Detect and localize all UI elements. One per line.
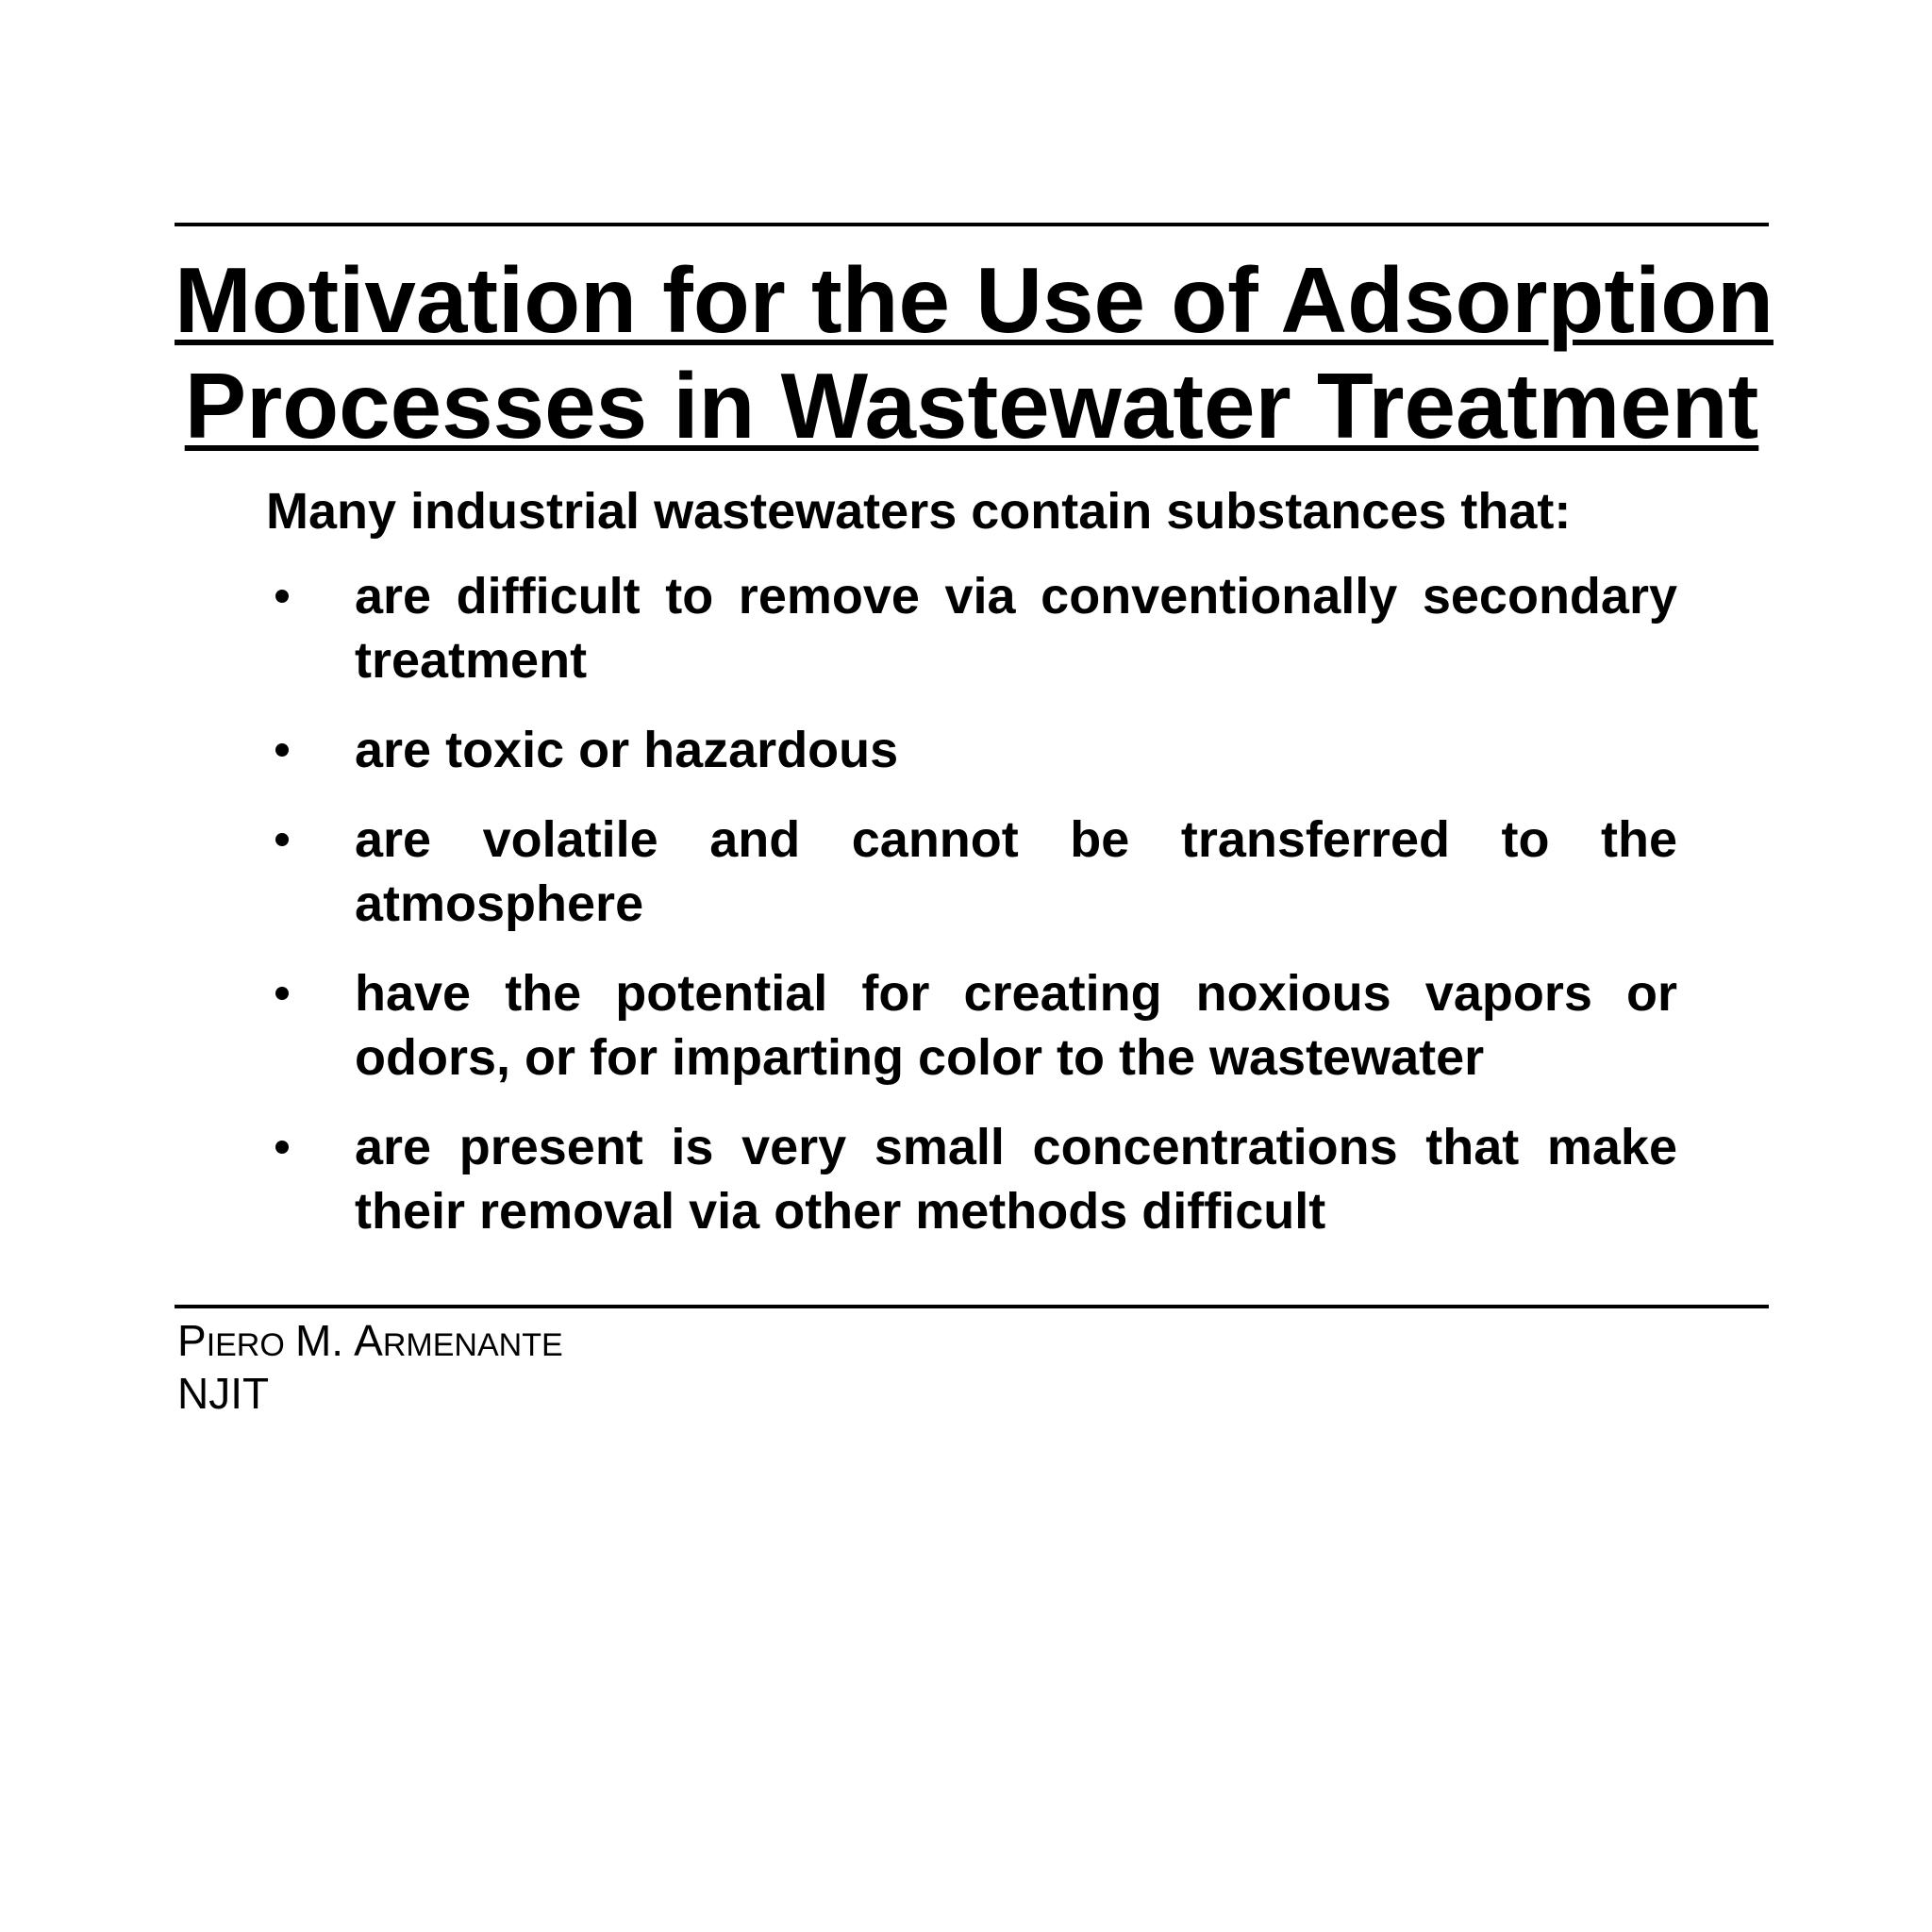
author-last-initial: A [354,1316,383,1365]
author-name [177,1317,563,1370]
list-item [266,1115,1677,1243]
institution: NJIT [177,1369,270,1418]
bullet-icon [275,987,289,1000]
intro-text: Many industrial wastewaters contain substances that: [266,483,1572,540]
bottom-divider [175,1305,1769,1308]
bullet-text: are difficult to remove via conventionally secondary treatment [355,568,1677,689]
bullet-list [266,564,1677,1269]
bullet-icon [275,1141,289,1154]
page-title [175,247,1774,458]
list-item [266,564,1677,692]
author-middle: M. [294,1316,344,1365]
title-line-1: Motivation for the Use of Adsorption [175,248,1774,352]
bullet-text: are toxic or hazardous [355,722,899,778]
list-item [266,961,1677,1090]
title-line-2: Processes in Wastewater Treatment [184,354,1759,458]
top-divider [175,223,1769,226]
bullet-icon [275,590,289,603]
list-item [266,718,1677,782]
author-last-rest: RMENANTE [382,1327,563,1363]
bullet-text: have the potential for creating noxious vapors or odors, or for imparting color to the wastewater [355,965,1677,1086]
author-first-initial: P [177,1316,207,1365]
bullet-icon [275,833,289,846]
bullet-text: are volatile and cannot be transferred to the atmosphere [355,811,1677,932]
author-first-rest: IERO [206,1327,285,1363]
bullet-icon [275,743,289,757]
list-item [266,808,1677,936]
footer [177,1317,563,1418]
bullet-text: are present is very small concentrations that make their removal via other methods difficult [355,1119,1677,1240]
